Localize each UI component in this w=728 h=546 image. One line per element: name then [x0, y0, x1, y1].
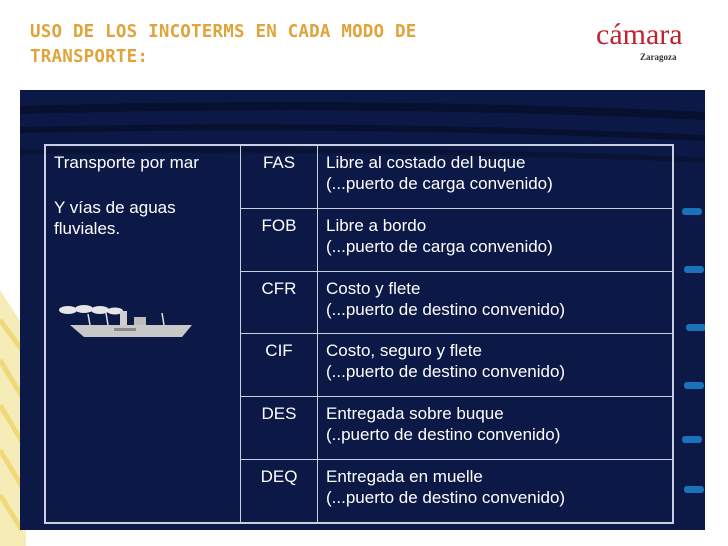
incoterm-place: (...puerto de carga convenido)	[326, 174, 553, 193]
incoterm-desc: Entregada sobre buque	[326, 404, 504, 424]
ship-icon	[58, 303, 198, 347]
mode-label-2: Y vías de aguas fluviales.	[54, 198, 176, 238]
incoterm-desc: Costo y flete	[326, 278, 421, 298]
incoterm-desc: Libre al costado del buque	[326, 153, 526, 172]
incoterms-table	[44, 144, 674, 524]
incoterm-desc-cell	[318, 208, 673, 271]
incoterm-place: (..puerto de destino convenido)	[326, 425, 561, 445]
incoterm-code-cell: CFR	[241, 271, 318, 334]
incoterm-desc: Libre a bordo	[326, 215, 427, 235]
incoterm-desc: Costo, seguro y flete	[326, 341, 482, 361]
incoterm-desc: Entregada en muelle	[326, 467, 483, 487]
incoterm-desc-cell	[318, 271, 673, 334]
logo-subtitle: Zaragoza	[640, 52, 677, 62]
incoterm-code-cell: FOB	[241, 208, 318, 271]
transport-mode-cell	[46, 146, 241, 523]
incoterm-code-cell: DES	[241, 397, 318, 460]
mode-label-1: Transporte por mar	[54, 153, 199, 172]
page-title	[30, 20, 550, 70]
camara-logo	[596, 20, 708, 70]
logo-word: cámara	[596, 18, 683, 51]
incoterm-desc-cell	[318, 460, 673, 523]
incoterm-desc-cell	[318, 146, 673, 209]
slide-panel	[20, 90, 705, 530]
incoterm-code-cell: CIF	[241, 334, 318, 397]
title-line-1: USO DE LOS INCOTERMS EN CADA MODO DE	[30, 22, 417, 42]
title-line-2: TRANSPORTE:	[30, 47, 149, 67]
incoterm-desc-cell	[318, 397, 673, 460]
incoterm-desc-cell	[318, 334, 673, 397]
incoterm-place: (...puerto de destino convenido)	[326, 488, 566, 508]
incoterm-place: (...puerto de destino convenido)	[326, 299, 566, 319]
incoterm-place: (...puerto de destino convenido)	[326, 362, 566, 382]
incoterm-code-cell: FAS	[241, 146, 318, 209]
incoterm-code-cell: DEQ	[241, 460, 318, 523]
incoterms-grid	[45, 145, 673, 523]
incoterm-place: (...puerto de carga convenido)	[326, 236, 553, 256]
table-row	[46, 146, 673, 209]
